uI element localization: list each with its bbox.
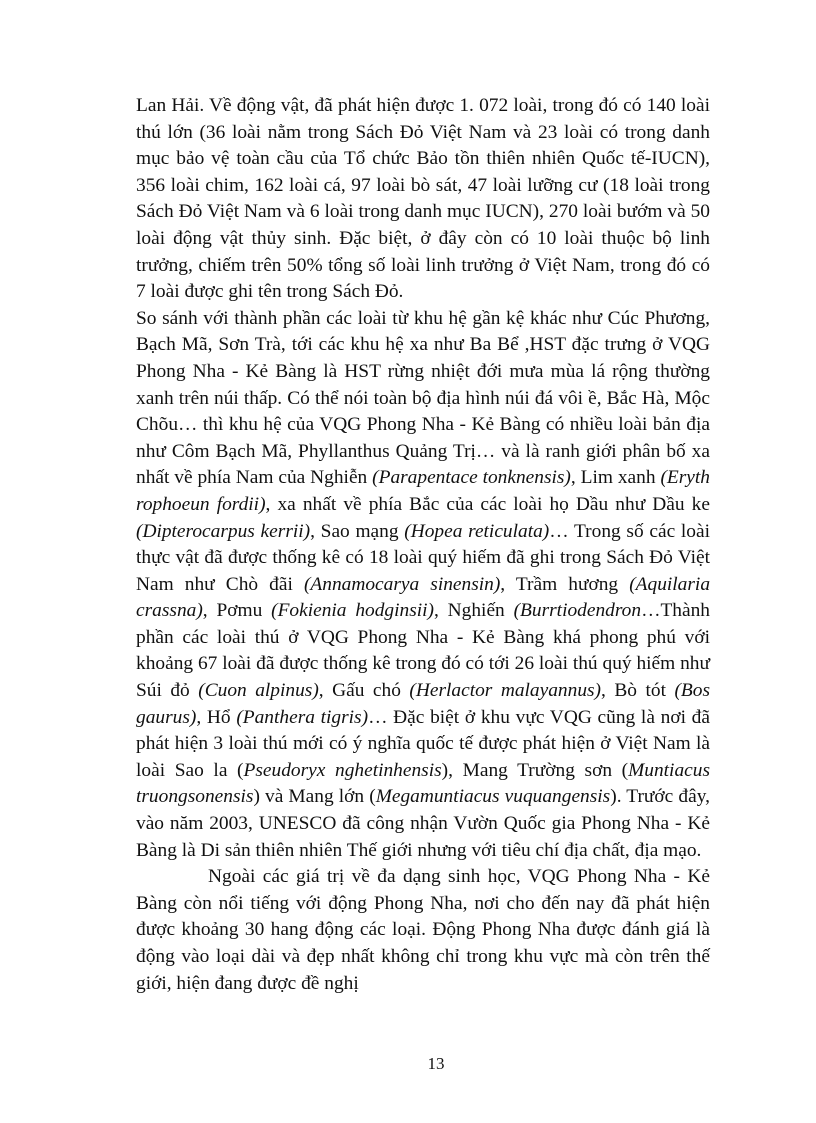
paragraph-caves: Ngoài các giá trị về đa dạng sinh học, VQG Phong Nha - Kẻ Bàng còn nổi tiếng với động Phong Nha, nơi cho đến nay đã phát hiện được khoảng 30 hang động các loại. Động Phong Nha được đánh giá là động vào loại dài và đẹp nhất không chỉ trong khu vực mà còn trên thế giới, hiện đang được đề nghị [136, 866, 710, 994]
page-body [136, 93, 710, 997]
text-span: , Sao mạng [310, 520, 405, 542]
text-span: , Bò tót [601, 680, 675, 702]
species-name: (Fokienia hodginsii) [271, 600, 434, 622]
species-name: (Aquilaria crassna) [136, 573, 711, 622]
species-name: (Eryth rophoeun fordii) [136, 467, 710, 515]
text-span: ), Mang Trường sơn ( [441, 759, 629, 781]
species-name: (Annamocarya sinensin) [303, 573, 501, 595]
text-span: … Đặc biệt ở khu vực VQG cũng là nơi đã phát hiện 3 loài thú mới có ý nghĩa quốc tế được phát hiện ở Việt Nam là loài Sao la ( [136, 706, 710, 781]
text-span: , Trầm hương [500, 573, 630, 595]
species-name: Megamuntiacus vuquangensis [375, 786, 611, 808]
text-span: , Lim xanh [570, 467, 661, 489]
text-span: ) và Mang lớn ( [253, 786, 376, 808]
species-name: (Burrtiodendron [513, 600, 642, 622]
text-span: , xa nhất về phía Bắc của các loài họ Dầu như Dầu ke [265, 493, 710, 515]
species-name: (Hopea reticulata) [404, 520, 550, 542]
paragraph-fauna: Lan Hải. Về động vật, đã phát hiện được 1. 072 loài, trong đó có 140 loài thú lớn (36 loài nằm trong Sách Đỏ Việt Nam và 23 loài có trong danh mục bảo vệ toàn cầu của Tổ chức Bảo tồn thiên nhiên Quốc tế-IUCN), 356 loài chim, 162 loài cá, 97 loài bò sát, 47 loài lưỡng cư (18 loài trong Sách Đỏ Việt Nam và 6 loài trong danh mục IUCN), 270 loài bướm và 50 loài động vật thủy sinh. Đặc biệt, ở đây còn có 10 loài thuộc bộ linh trưởng, chiếm trên 50% tổng số loài linh trưởng ở Việt Nam, trong đó có 7 loài được ghi tên trong Sách Đỏ. [136, 95, 710, 303]
paragraph-comparison [136, 306, 710, 864]
text-span: , Nghiến [433, 600, 514, 622]
page-number: 13 [427, 1054, 445, 1073]
species-name: Pseudoryx nghetinhensis [243, 759, 442, 781]
species-name: (Herlactor malayannus) [409, 680, 602, 702]
text-span: , Pơmu [202, 600, 272, 622]
text-span: …Thành phần các loài thú ở VQG Phong Nha - Kẻ Bàng khá phong phú với khoảng 67 loài đã được thống kê trong đó có tới 26 loài thú quý hiếm như Súi đỏ [136, 600, 710, 702]
species-name: (Panthera tigris) [236, 706, 369, 728]
species-name: Muntiacus truongsonensis [136, 759, 710, 808]
species-name: (Parapentace tonknensis) [372, 467, 571, 489]
species-name: (Bos gaurus) [136, 680, 711, 728]
text-span: ). Trước đây, vào năm 2003, UNESCO đã công nhận Vườn Quốc gia Phong Nha - Kẻ Bàng là Di sản thiên nhiên Thế giới nhưng với tiêu chí địa chất, địa mạo. [136, 786, 710, 861]
text-span: , Gấu chó [318, 680, 410, 702]
text-span: , Hổ [196, 706, 237, 728]
text-span: … Trong số các loài thực vật đã được thống kê có 18 loài quý hiếm đã ghi trong Sách Đỏ Việt Nam như Chò đãi [136, 520, 710, 595]
species-name: (Dipterocarpus kerrii) [136, 520, 311, 542]
species-name: (Cuon alpinus) [198, 680, 319, 702]
text-span: So sánh với thành phần các loài từ khu hệ gần kệ khác như Cúc Phương, Bạch Mã, Sơn Trà, tới các khu hệ xa như Ba Bể ,HST đặc trưng ở VQG Phong Nha - Kẻ Bàng là HST rừng nhiệt đới mưa mùa lá rộng thường xanh trên núi thấp. Có thể nói toàn bộ địa hình núi đá vôi ề, Bắc Hà, Mộc Chõu… thì khu hệ của VQG Phong Nha - Kẻ Bàng có nhiều loài bản địa như Côm Bạch Mã, Phyllanthus Quảng Trị… và là ranh giới phân bố xa nhất về phía Nam của Nghiễn [136, 307, 710, 489]
